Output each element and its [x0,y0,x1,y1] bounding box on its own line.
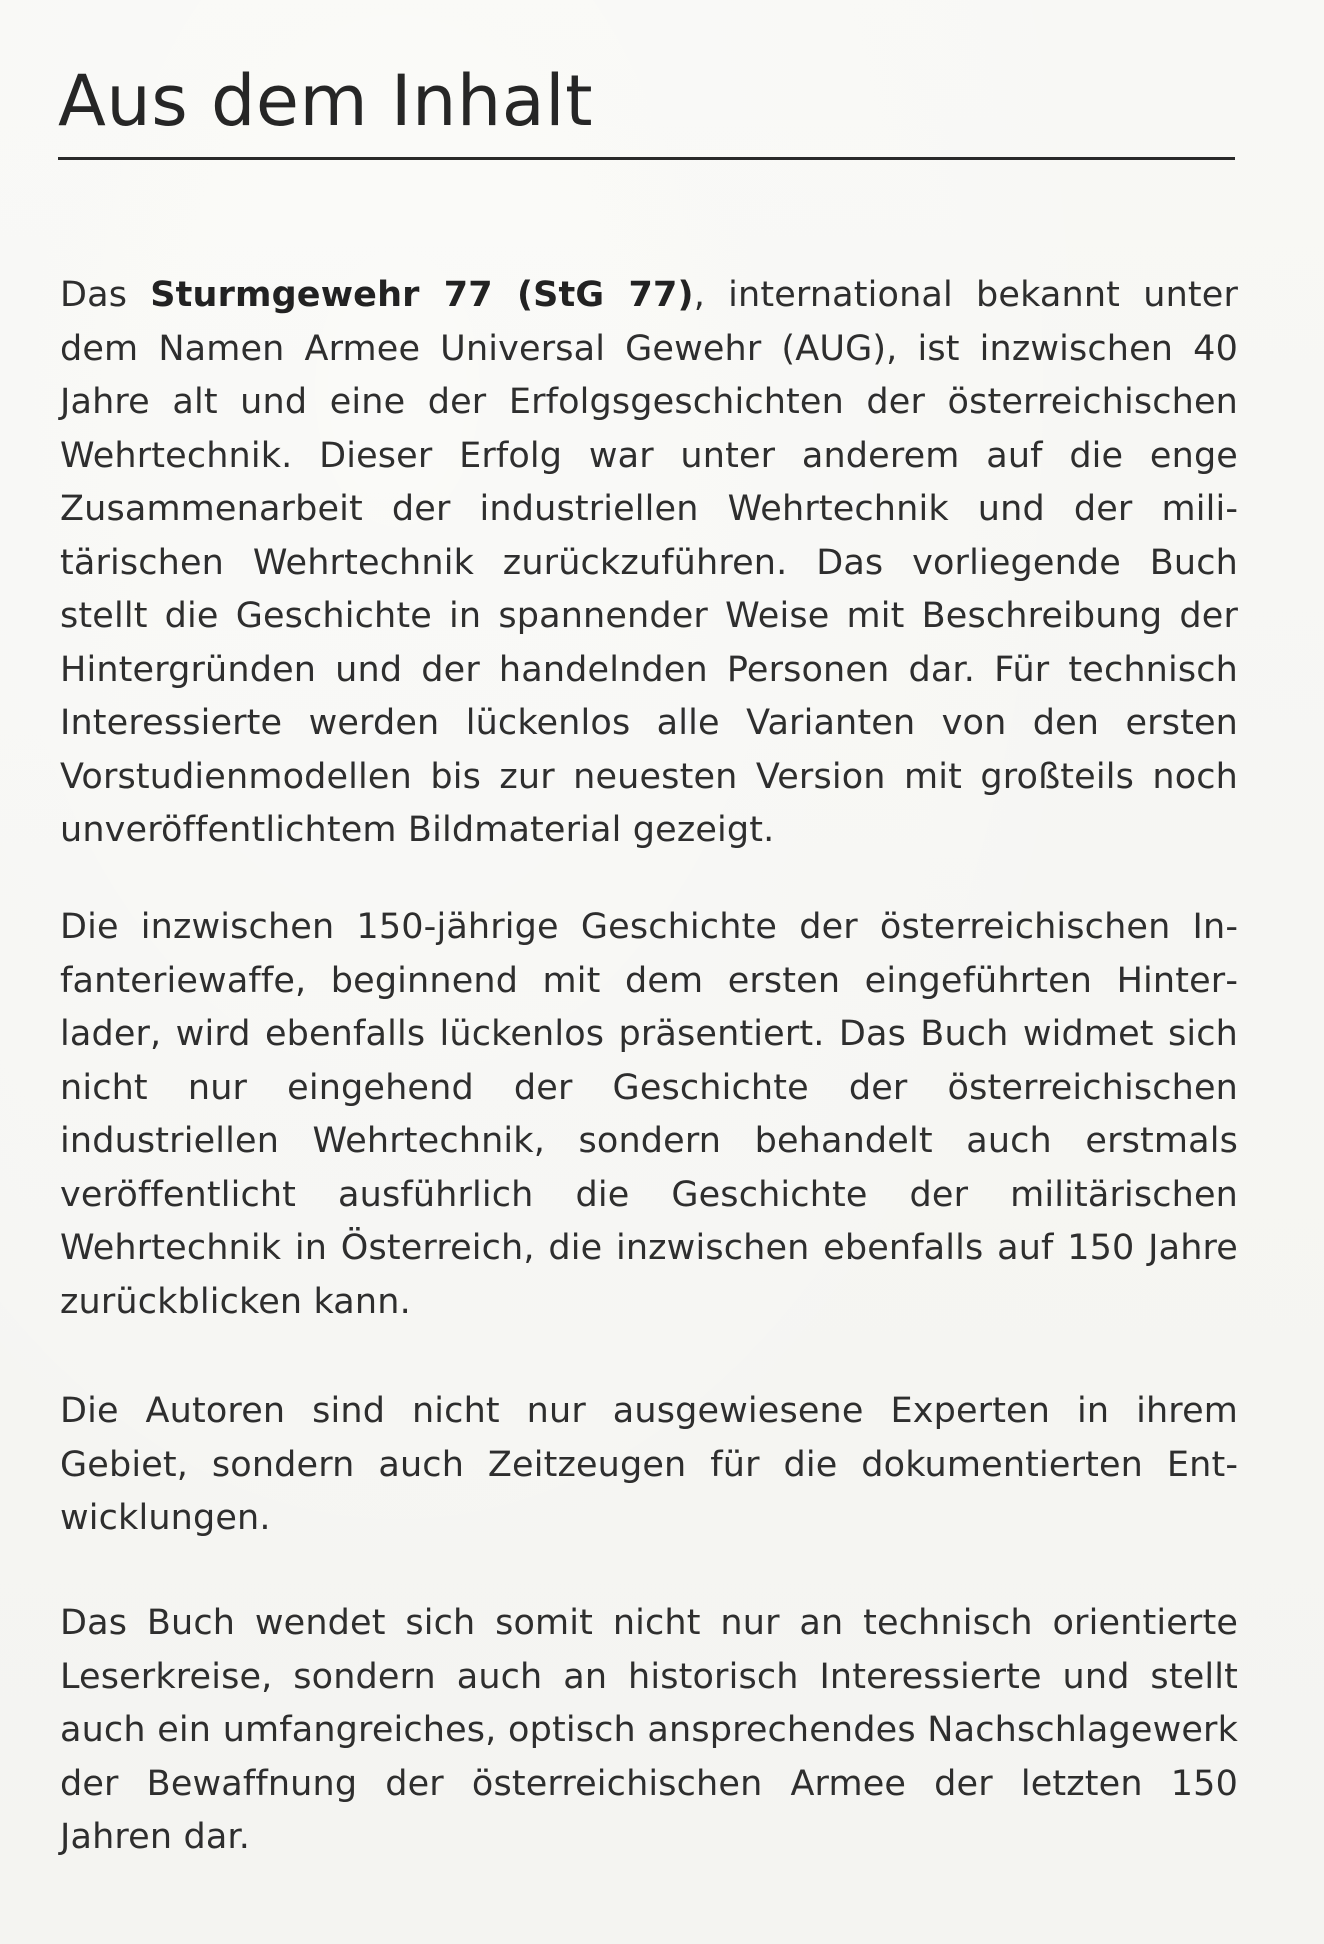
paragraph-authors: Die Autoren sind nicht nur ausgewiesene Experten in ihrem Gebiet, sondern auch Zeitzeugen für die dokumentierten Entwicklungen. [60,1391,1238,1538]
rifle-name-bold: Sturmgewehr 77 (StG 77) [150,275,694,315]
paragraph-lead: Das [60,275,151,315]
paragraph-audience: Das Buch wendet sich somit nicht nur an technisch orientierte Leserkreise, sondern auch an historisch Interessierte und stellt auch ein umfangreiches, optisch ansprechendes Nachschlagewerk der Bewaffnung der österreichischen Armee der letzten 150 Jahren dar. [60,1603,1238,1857]
paragraph-history: Die inzwischen 150-jährige Geschichte der österreichischen Infanteriewaffe, beginnend mit dem ersten eingeführten Hinterlader, wird ebenfalls lückenlos präsentiert. Das Buch widmet sich nicht nur eingehend der Geschichte der österreichischen industriellen Wehrtechnik, sondern behandelt auch erstmals veröffentlicht ausführlich die Geschichte der militärischen Wehrtechnik in Österreich, die inzwischen ebenfalls auf 150 Jahre zurückblicken kann. [60,907,1238,1322]
page-title: Aus dem Inhalt [58,60,594,142]
paragraph-introduction [60,269,1238,858]
paragraph-text: , international bekannt unter dem Namen Armee Universal Gewehr (AUG), ist inzwischen 40 Jahre alt und eine der Erfolgsgeschichten der österreichischen Wehrtechnik. Dieser Erfolg war unter anderem auf die enge Zusammenarbeit der industriellen Wehrtechnik und der militärischen Wehrtechnik zurückzuführen. Das vorliegende Buch stellt die Geschichte in spannender Weise mit Beschreibung der Hintergründen und der handelnden Personen dar. Für technisch Interessierte werden lückenlos alle Varianten von den ersten Vorstudienmodellen bis zur neuesten Version mit großteils noch unveröffentlichtem Bildmaterial gezeigt. [60,275,1238,850]
title-underline [58,157,1235,160]
